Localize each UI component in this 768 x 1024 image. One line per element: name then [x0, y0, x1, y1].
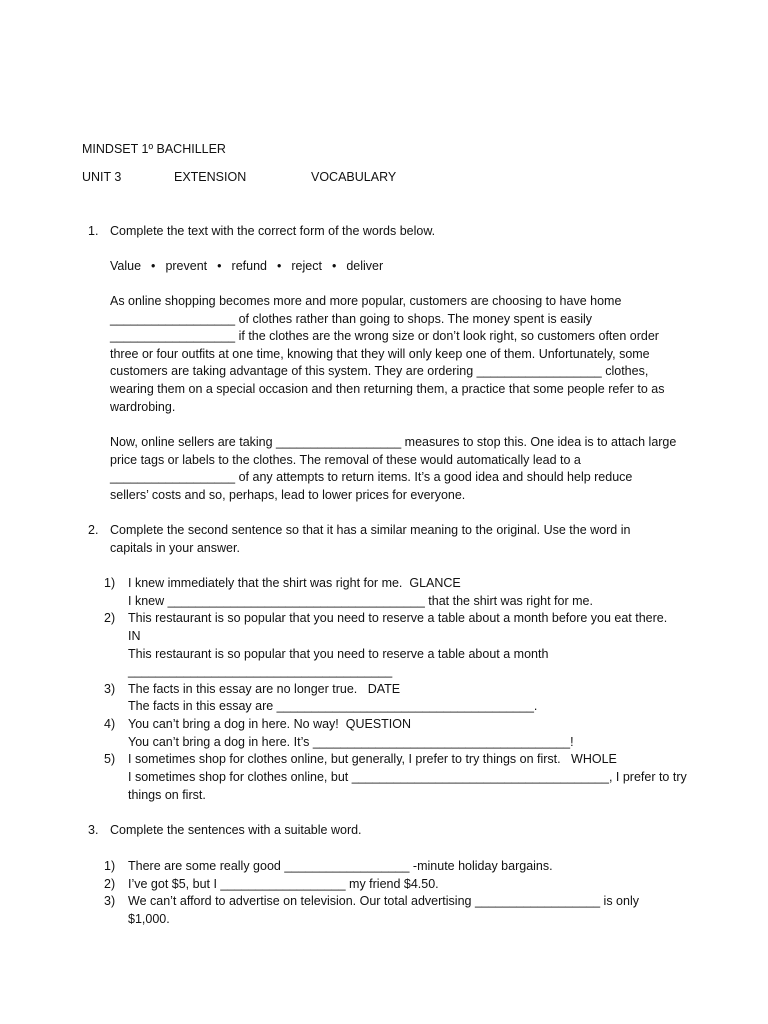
- item-line: I knew immediately that the shirt was right for me. GLANCE: [128, 576, 461, 590]
- item-number: 5): [104, 752, 116, 766]
- item-number: 4): [104, 717, 116, 731]
- item-line: I sometimes shop for clothes online, but _____________________________________, I prefer to try: [128, 770, 687, 784]
- item-number: 1): [104, 576, 116, 590]
- exercise-3-number: 3.: [88, 823, 99, 837]
- item-line: The facts in this essay are _____________________________________.: [128, 699, 538, 713]
- exercise-3-instruction: Complete the sentences with a suitable word.: [110, 823, 362, 837]
- item-line: IN: [128, 629, 141, 643]
- paragraph-2-line: Now, online sellers are taking __________________ measures to stop this. One idea is to attach large: [110, 435, 677, 449]
- worksheet-title: MINDSET 1º BACHILLER: [82, 142, 226, 156]
- exercise-2-instruction: Complete the second sentence so that it has a similar meaning to the original. Use the word in: [110, 523, 631, 537]
- item-number: 2): [104, 611, 116, 625]
- word-bank-item: prevent: [165, 259, 208, 273]
- unit-label: UNIT 3: [82, 170, 122, 184]
- item-line: The facts in this essay are no longer true. DATE: [128, 682, 401, 696]
- paragraph-1-line: As online shopping becomes more and more popular, customers are choosing to have home: [110, 294, 622, 308]
- item-line: things on first.: [128, 788, 206, 802]
- word-bank-item: refund: [231, 259, 267, 273]
- item-number: 3): [104, 894, 116, 908]
- paragraph-2-line: price tags or labels to the clothes. The removal of these would automatically lead to a: [110, 453, 581, 467]
- item-line: You can’t bring a dog in here. No way! QUESTION: [128, 717, 412, 731]
- item-line: We can’t afford to advertise on television. Our total advertising __________________ is only: [128, 894, 639, 908]
- item-line: I sometimes shop for clothes online, but generally, I prefer to try things on first. WHOLE: [128, 752, 617, 766]
- item-number: 2): [104, 877, 116, 891]
- word-bank-item: reject: [291, 259, 322, 273]
- exercise-1-number: 1.: [88, 224, 99, 238]
- paragraph-2-line: sellers’ costs and so, perhaps, lead to lower prices for everyone.: [110, 488, 466, 502]
- paragraph-1-line: __________________ if the clothes are the wrong size or don’t look right, so customers often order: [110, 329, 659, 343]
- bullet-separator: •: [331, 259, 337, 273]
- exercise-1-instruction: Complete the text with the correct form of the words below.: [110, 224, 436, 238]
- item-line: I knew _____________________________________ that the shirt was right for me.: [128, 594, 593, 608]
- paragraph-1-line: wardrobing.: [110, 400, 176, 414]
- word-bank-item: deliver: [346, 259, 384, 273]
- item-line: You can’t bring a dog in here. It’s _____________________________________!: [128, 735, 574, 749]
- vocabulary-label: VOCABULARY: [311, 170, 397, 184]
- item-line: There are some really good __________________ -minute holiday bargains.: [128, 859, 553, 873]
- paragraph-1-line: three or four outfits at one time, knowing that they will only keep one of them. Unfortunately, some: [110, 347, 650, 361]
- paragraph-1-line: customers are taking advantage of this system. They are ordering __________________ clothes,: [110, 364, 649, 378]
- exercise-2-instruction: capitals in your answer.: [110, 541, 240, 555]
- item-line: This restaurant is so popular that you need to reserve a table about a month before you eat there.: [128, 611, 668, 625]
- bullet-separator: •: [217, 259, 222, 273]
- item-line: This restaurant is so popular that you need to reserve a table about a month: [128, 647, 549, 661]
- item-number: 1): [104, 859, 116, 873]
- paragraph-1-line: __________________ of clothes rather than going to shops. The money spent is easily: [110, 312, 593, 326]
- exercise-2-number: 2.: [88, 523, 99, 537]
- item-number: 3): [104, 682, 116, 696]
- item-line: $1,000.: [128, 912, 170, 926]
- paragraph-1-line: wearing them on a special occasion and then returning them, a practice that some people refer to as: [110, 382, 665, 396]
- bullet-separator: •: [151, 259, 156, 273]
- item-line: ______________________________________: [128, 664, 393, 678]
- bullet-separator: •: [276, 259, 282, 273]
- word-bank-item: Value: [110, 259, 142, 273]
- paragraph-2-line: __________________ of any attempts to return items. It’s a good idea and should help reduce: [110, 470, 633, 484]
- extension-label: EXTENSION: [174, 170, 247, 184]
- item-line: I’ve got $5, but I __________________ my friend $4.50.: [128, 877, 439, 891]
- word-bank: [110, 258, 383, 275]
